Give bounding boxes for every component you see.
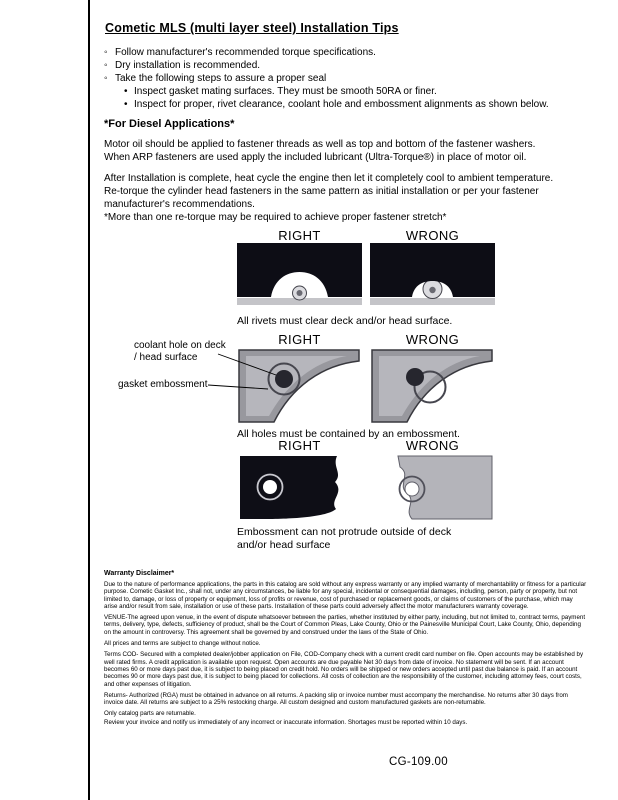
sub-bullet-text: Inspect gasket mating surfaces. They must be smooth 50RA or finer. [134, 86, 437, 97]
list-item [104, 72, 549, 85]
list-item [104, 59, 549, 72]
bullet-text: Follow manufacturer's recommended torque specifications. [115, 47, 376, 58]
rivet-center [429, 287, 435, 293]
embossment-containment-wrong-diagram [370, 348, 495, 424]
diesel-paragraph-2: After Installation is complete, heat cycle the engine then let it completely cool to ambient temperature. Re-torque the cylinder head fasteners in the same pattern as initial installation or per your fastener manufacturer's recommendations. [104, 173, 554, 210]
page-number: CG-109.00 [389, 756, 448, 768]
coolant-hole-callout: coolant hole on deck / head surface [134, 340, 226, 363]
circle-bullet-icon: ◦ [104, 47, 108, 58]
embossment-protrusion-right-diagram [237, 453, 362, 523]
row1-caption: All rivets must clear deck and/or head surface. [237, 315, 453, 327]
right-label-row2: RIGHT [278, 332, 321, 347]
installation-diagrams [104, 226, 589, 562]
wrong-label-row3: WRONG [405, 438, 460, 453]
disclaimer-paragraph: Terms COD- Secured with a completed dealer/jobber application on File, COD-Company check with a current credit card number on file. Open accounts may be established by well rated firms. A credit application is available upon request. Open accounts are due payable Net 30 days from date of invoice. No statement will be sent. If an account becomes 60 or more days past due, it is subject to being placed on credit hold. No orders will be shipped or new orders accepted until past due balance is paid. If an account becomes 90 or more days past due, it is subject to being placed for collections. All costs of collection are the responsibility of the customer, including attorney fees, court costs, and other expenses of litigation. [104, 651, 584, 688]
diesel-paragraph-1: Motor oil should be applied to fastener threads as well as top and bottom of the fastener washers. When ARP fasteners are used apply the included lubricant (Ultra-Torque®) in place of motor oil. [104, 139, 536, 163]
disclaimer-paragraph: Review your invoice and notify us immediately of any incorrect or inaccurate information. Shortages must be reported within 10 days. [104, 718, 468, 726]
disclaimer-paragraph: Due to the nature of performance applications, the parts in this catalog are sold without any express warranty or any implied warranty of merchantability or fitness for a particular purpose. Cometic Gasket Inc., shall not, under any circumstances, be liable for any special, incidental or consequential damages, including, person, party or property, but not limited to, damage, or loss of property or equipment, loss of profits or revenue, cost of purchased or replacement goods, or claims of customers of the purchase, which may arise and/or result from sale, installation or use of these parts. Installation of these parts could adversely affect the motor manufacturers warranty coverage. [104, 581, 587, 610]
bullet-text: Take the following steps to assure a proper seal [115, 73, 327, 84]
row2-caption: All holes must be contained by an embossment. [237, 428, 460, 440]
bullet-text: Dry installation is recommended. [115, 60, 261, 71]
page-title: Cometic MLS (multi layer steel) Installation Tips [105, 21, 399, 35]
dot-bullet-icon: • [124, 86, 128, 97]
rivet-center [297, 290, 303, 296]
circle-bullet-icon: ◦ [104, 60, 108, 71]
circle-bullet-icon: ◦ [104, 73, 108, 84]
left-margin-rule [88, 0, 90, 800]
embossment-protrusion-wrong-diagram [370, 453, 495, 523]
diesel-applications-section [104, 118, 562, 211]
coolant-hole [406, 368, 424, 386]
gasket-embossment-callout: gasket embossment [118, 379, 208, 390]
coolant-hole [275, 370, 293, 388]
deck-band [370, 298, 495, 305]
disclaimer-heading: Warranty Disclaimer* [104, 570, 175, 577]
bolt-hole [263, 480, 277, 494]
warranty-disclaimer-section [104, 570, 587, 730]
wrong-label-row1: WRONG [405, 228, 460, 243]
row3-caption: Embossment can not protrude outside of deck and/or head surface [237, 526, 452, 551]
rivet-clearance-right-diagram [237, 243, 362, 309]
right-label-row1: RIGHT [278, 228, 321, 243]
retorque-note: *More than one re-torque may be required to achieve proper fastener stretch* [104, 212, 447, 223]
right-label-row3: RIGHT [278, 438, 321, 453]
embossment-containment-right-diagram [237, 348, 362, 424]
tips-list [104, 46, 549, 111]
sub-list-item [104, 98, 549, 111]
disclaimer-paragraph: VENUE-The agreed upon venue, in the event of dispute whatsoever between the parties, whether instituted by either party, including, but not limited to, contract terms, payment terms, delivery, type, defects, sufficiency of product, shall be the Court of Common Pleas, Lake County, Ohio or the Painesville Municipal Court, Lake County, Ohio, depending on the amount in controversy. This agreement shall be governed by and construed under the laws of the State of Ohio. [104, 614, 586, 636]
rivet-clearance-wrong-diagram [370, 243, 495, 309]
sub-list-item [104, 85, 549, 98]
disclaimer-paragraph: Returns- Authorized (RGA) must be obtained in advance on all returns. A packing slip or invoice number must accompany the merchandise. No returns after 30 days from invoice date. All returns are subject to a 25% restocking charge. All custom designed and custom manufactured gaskets are non-returnable. [104, 691, 568, 707]
deck-area [240, 456, 338, 519]
sub-bullet-text: Inspect for proper, rivet clearance, coolant hole and embossment alignments as shown below. [134, 99, 549, 110]
dot-bullet-icon: • [124, 99, 128, 110]
wrong-label-row2: WRONG [405, 332, 460, 347]
list-item [104, 46, 549, 59]
bolt-hole [405, 482, 419, 496]
diesel-heading: *For Diesel Applications* [104, 118, 235, 130]
disclaimer-paragraph: All prices and terms are subject to change without notice. [104, 640, 261, 648]
disclaimer-paragraph: Only catalog parts are returnable. [104, 710, 196, 718]
